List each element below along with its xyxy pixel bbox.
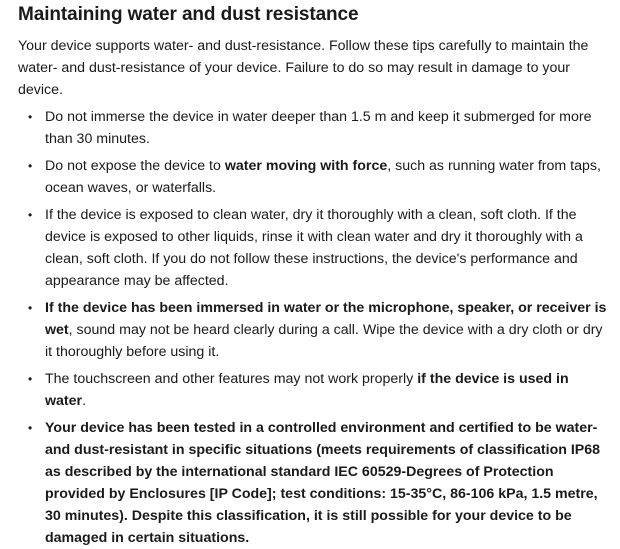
tip-text: Do not immerse the device in water deeper than 1.5 m and keep it submerged for more than 30 minutes. [45, 109, 592, 147]
tip-text-post: , such as running water from taps, ocean waves, or waterfalls. [45, 158, 601, 196]
tip-text-pre: The touchscreen and other features may not work properly [45, 371, 418, 387]
tip-item-1 [18, 106, 612, 150]
bullet-icon: • [28, 372, 33, 386]
tip-item-3 [18, 204, 612, 292]
tip-text-bold: Your device has been tested in a controlled environment and certified to be water- and dust-resistant in specific situations (meets requirements of classification IP68 as described by the international standard IEC 60529-Degrees of Protection provided by Enclosures [IP Code]; test conditions: 15-35°C, 86-106 kPa, 1.5 metre, 30 minutes). Despite this classification, it is still possible for your device to be damaged in certain situations. [45, 420, 601, 546]
tip-text: If the device is exposed to clean water, dry it thoroughly with a clean, soft cloth. If the device is exposed to other liquids, rinse it with clean water and dry it thoroughly with a clean, soft cloth. If you do not follow these instructions, the device's performance and appearance may be affected. [45, 207, 583, 289]
intro-paragraph: Your device supports water- and dust-resistance. Follow these tips carefully to maintain the water- and dust-resistance of your device. Failure to do so may result in damage to your device. [18, 38, 589, 98]
bullet-icon: • [28, 208, 33, 222]
bullet-icon: • [28, 159, 33, 173]
tip-text-post: . [82, 393, 87, 409]
tip-item-4 [18, 297, 612, 363]
tip-text-bold: water moving with force [224, 158, 388, 174]
tip-text-post: , sound may not be heard clearly during a call. Wipe the device with a dry cloth or dry it thoroughly before using it. [45, 322, 603, 360]
tip-text-bold: If the device has been immersed in water or the microphone, speaker, or receiver is wet [45, 300, 607, 338]
tips-list [18, 106, 612, 549]
section-title: Maintaining water and dust resistance [18, 4, 359, 25]
tip-text-pre: Do not expose the device to [45, 158, 225, 174]
bullet-icon: • [28, 110, 33, 124]
tip-item-5 [18, 368, 612, 412]
bullet-icon: • [28, 301, 33, 315]
tip-item-2 [18, 155, 612, 199]
tip-text-bold: if the device is used in water [45, 371, 569, 409]
tip-item-6 [18, 417, 612, 549]
bullet-icon: • [28, 421, 33, 435]
